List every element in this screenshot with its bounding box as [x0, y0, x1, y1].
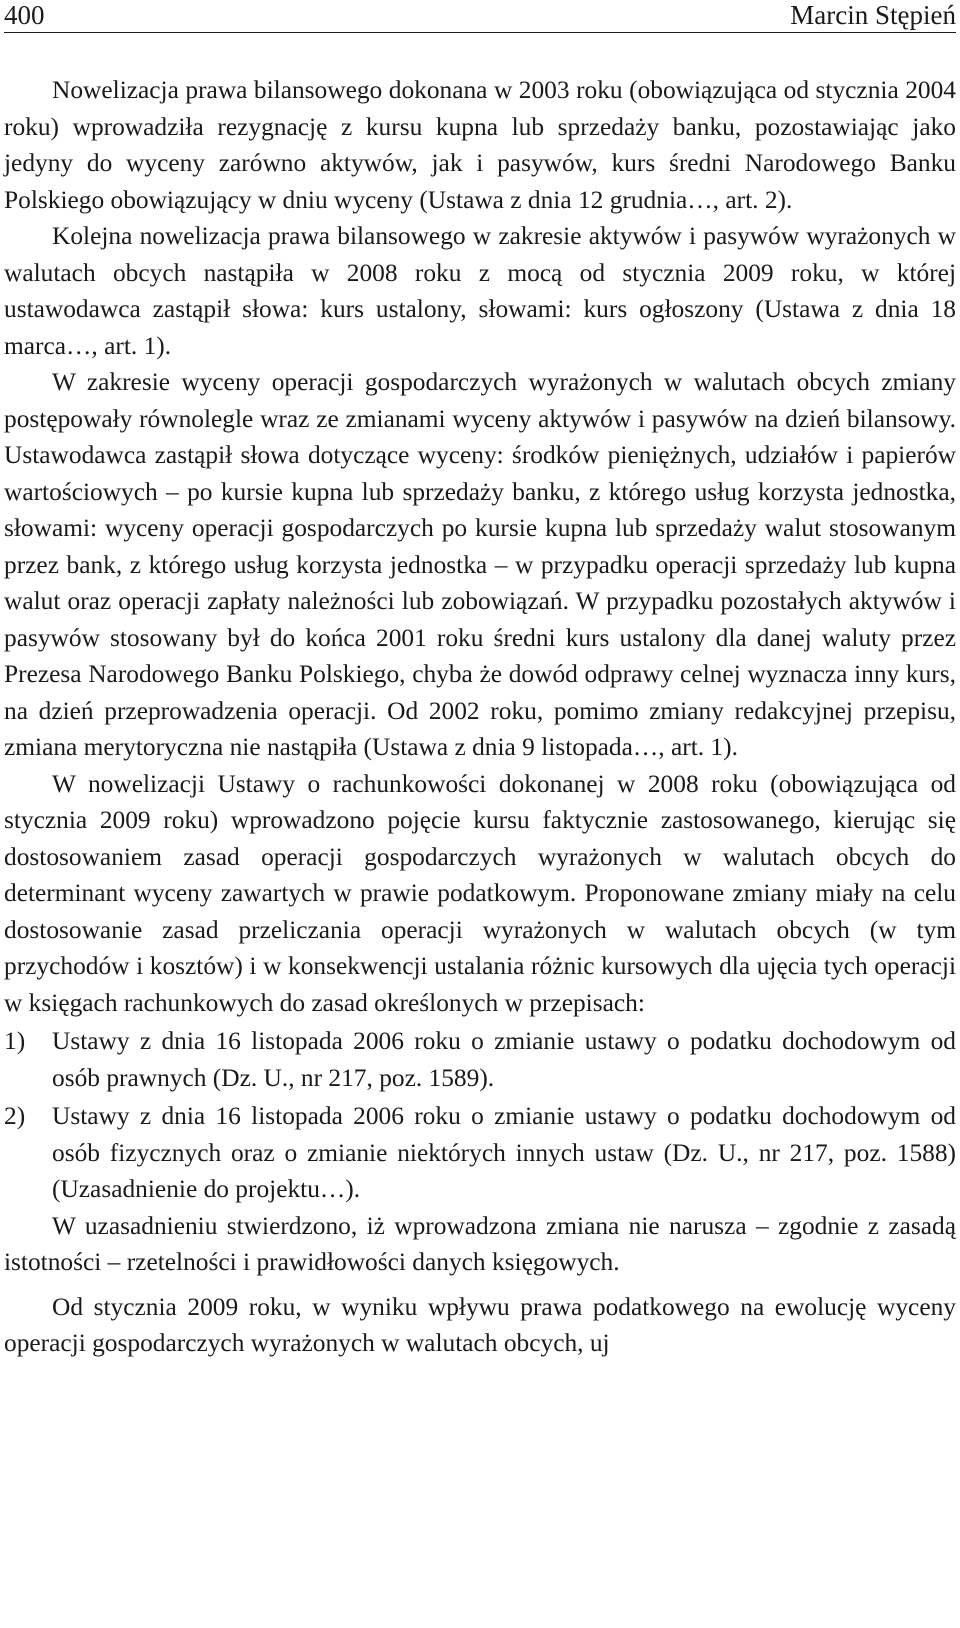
list-item-text: Ustawy z dnia 16 listopada 2006 roku o zmianie ustawy o podatku dochodowym od osób fizycznych oraz o zmianie niektórych innych ustaw (Dz. U., nr 217, poz. 1588) (Uzasadnienie do projektu…).: [52, 1102, 956, 1203]
list-item-number: 1): [4, 1027, 26, 1055]
numbered-list: [4, 1023, 956, 1208]
paragraph: Kolejna nowelizacja prawa bilansowego w zakresie aktywów i pasywów wyrażonych w walutach obcych nastąpiła w 2008 roku z mocą od stycznia 2009 roku, w której ustawodawca zastąpił słowa: kurs ustalony, słowami: kurs ogłoszony (Ustawa z dnia 18 marca…, art. 1).: [4, 222, 956, 360]
running-head-author: Marcin Stępień: [790, 0, 956, 30]
page-number: 400: [4, 0, 45, 30]
list-item: [4, 1098, 956, 1208]
paragraph: W uzasadnieniu stwierdzono, iż wprowadzona zmiana nie narusza – zgodnie z zasadą istotności – rzetelności i prawidłowości danych księgowych.: [4, 1211, 956, 1276]
paragraph: Nowelizacja prawa bilansowego dokonana w 2003 roku (obowiązująca od stycznia 2004 roku) wprowadziła rezygnację z kursu kupna lub sprzedaży banku, pozostawiając jako jedyny do wyceny zarówno aktywów, jak i pasywów, kurs średni Narodowego Banku Polskiego obowiązujący w dniu wyceny (Ustawa z dnia 12 grudnia…, art. 2).: [4, 76, 956, 214]
running-header: [4, 0, 956, 33]
paragraph: W nowelizacji Ustawy o rachunkowości dokonanej w 2008 roku (obowiązująca od stycznia 2009 roku) wprowadzono pojęcie kursu faktycznie zastosowanego, kierując się dostosowaniem zasad operacji gospodarczych wyrażonych w walutach obcych do determinant wyceny zawartych w prawie podatkowym. Proponowane zmiany miały na celu dostosowanie zasad przeliczania operacji wyrażonych w walutach obcych (w tym przychodów i kosztów) i w konsekwencji ustalania różnic kursowych dla ujęcia tych operacji w księgach rachunkowych do zasad określonych w przepisach:: [4, 769, 956, 1017]
paragraph: W zakresie wyceny operacji gospodarczych wyrażonych w walutach obcych zmiany postępowały równolegle wraz ze zmianami wyceny aktywów i pasywów na dzień bilansowy. Ustawodawca zastąpił słowa dotyczące wyceny: środków pieniężnych, udziałów i papierów wartościowych – po kursie kupna lub sprzedaży banku, z którego usług korzysta jednostka, słowami: wyceny operacji gospodarczych po kursie kupna lub sprzedaży walut stosowanym przez bank, z którego usług korzysta jednostka – w przypadku operacji sprzedaży lub kupna walut oraz operacji zapłaty należności lub zobowiązań. W przypadku pozostałych aktywów i pasywów stosowany był do końca 2001 roku średni kurs ustalony dla danej waluty przez Prezesa Narodowego Banku Polskiego, chyba że dowód odprawy celnej wyznacza inny kurs, na dzień przeprowadzenia operacji. Od 2002 roku, pomimo zmiany redakcyjnej przepisu, zmiana merytoryczna nie nastąpiła (Ustawa z dnia 9 listopada…, art. 1).: [4, 368, 956, 761]
list-item-number: 2): [4, 1102, 26, 1130]
list-item: [4, 1023, 956, 1096]
paragraph: Od stycznia 2009 roku, w wyniku wpływu prawa podatkowego na ewolucję wyceny operacji gospodarczych wyrażonych w walutach obcych, uj: [4, 1292, 956, 1357]
body-text: [4, 72, 956, 1362]
list-item-text: Ustawy z dnia 16 listopada 2006 roku o zmianie ustawy o podatku dochodowym od osób prawnych (Dz. U., nr 217, poz. 1589).: [52, 1027, 956, 1092]
